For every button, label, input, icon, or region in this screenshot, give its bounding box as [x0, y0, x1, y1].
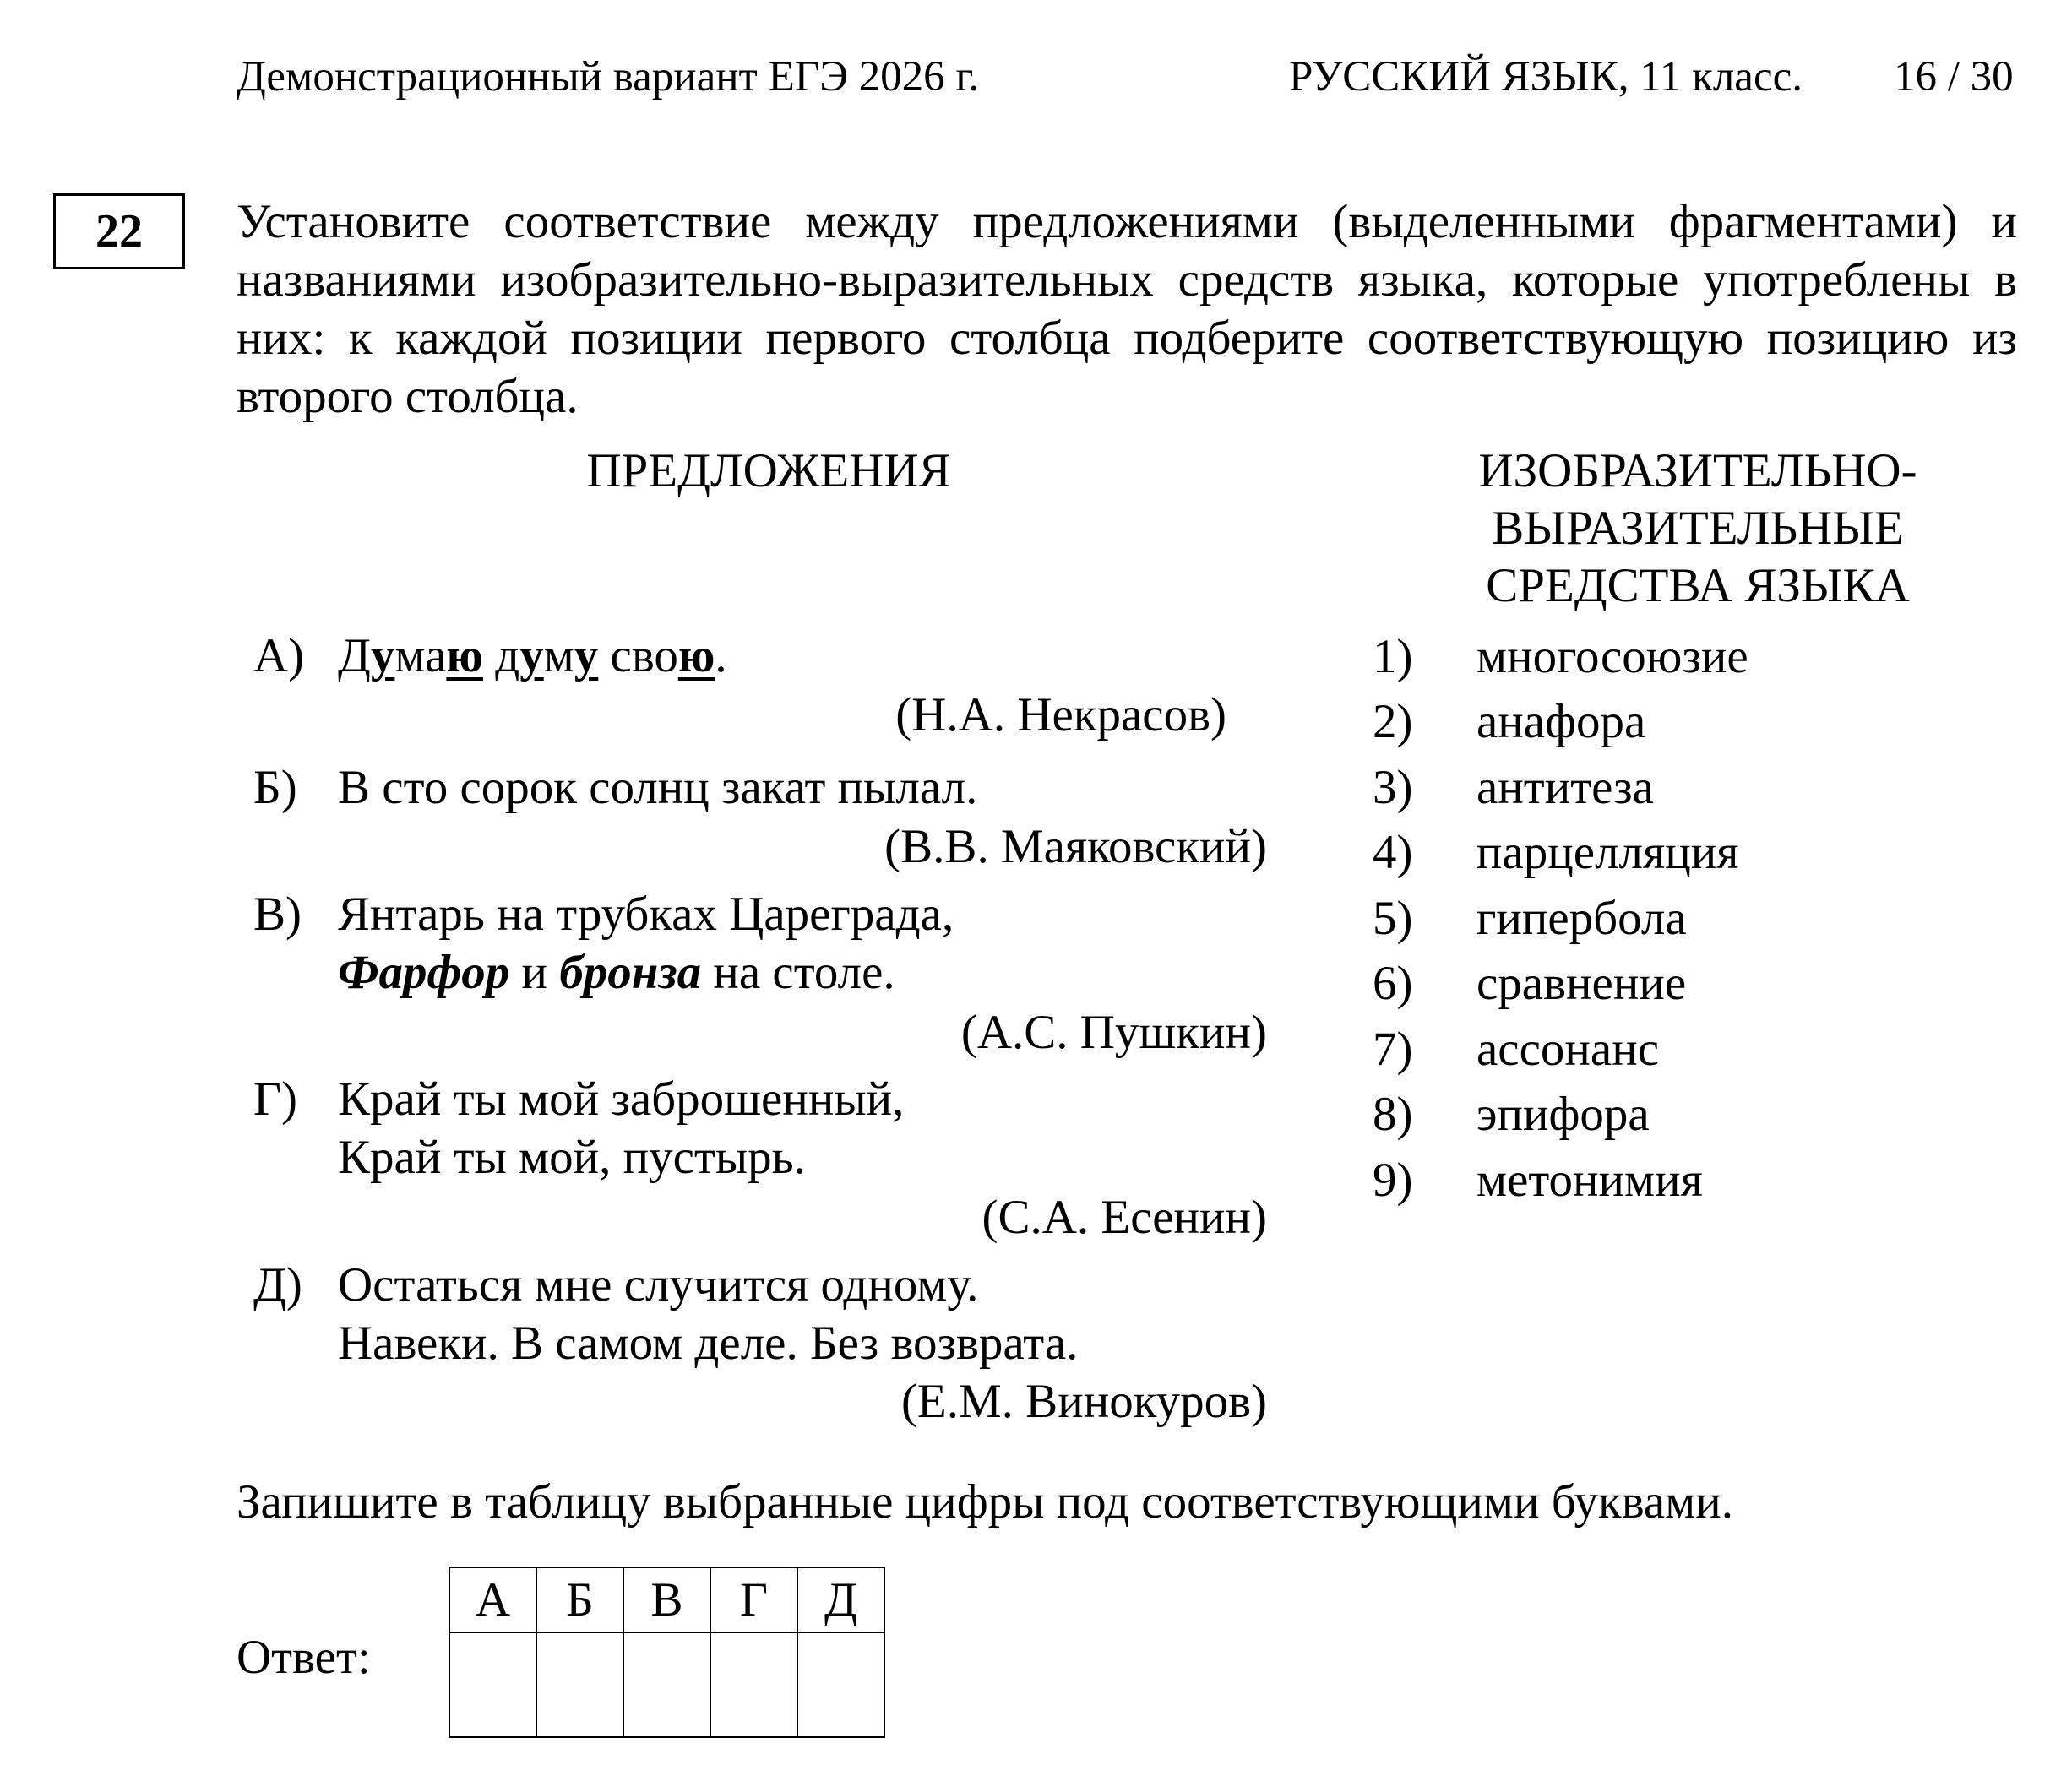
- highlighted-sound: ю: [677, 629, 715, 682]
- highlighted-sound: у: [574, 629, 599, 682]
- task-number-box: [53, 193, 185, 269]
- header-exam-title: Демонстрационный вариант ЕГЭ 2026 г.: [237, 53, 980, 100]
- sentences-heading: ПРЕДЛОЖЕНИЯ: [586, 444, 951, 497]
- sentence-text: [338, 758, 1267, 817]
- answer-cell-d[interactable]: [797, 1632, 884, 1737]
- means-number: 3): [1373, 761, 1413, 814]
- means-number: 2): [1373, 695, 1413, 748]
- means-number: 7): [1373, 1023, 1413, 1076]
- answer-instruction: Запишите в таблицу выбранные цифры под соответствующими буквами.: [237, 1475, 1734, 1529]
- answer-cell-v[interactable]: [623, 1632, 710, 1737]
- sentence-line: Думаю думу свою.: [338, 629, 727, 682]
- answer-table: [449, 1567, 885, 1738]
- means-name: парцелляция: [1476, 826, 1739, 879]
- sentence-author: (Е.М. Винокуров): [900, 1375, 1267, 1428]
- answer-cell-a[interactable]: [449, 1632, 536, 1737]
- means-name: эпифора: [1476, 1088, 1650, 1141]
- sentence-line: В сто сорок солнц закат пылал.: [338, 761, 978, 814]
- sentence-text: [338, 1070, 1267, 1187]
- sentence-author: (В.В. Маяковский): [884, 820, 1267, 873]
- means-number: 5): [1373, 892, 1413, 945]
- means-name: гипербола: [1476, 892, 1687, 945]
- sentence-line: Край ты мой, пустырь.: [338, 1131, 806, 1184]
- sentence-text: [338, 627, 1267, 685]
- sentence-letter: В): [253, 888, 302, 941]
- answer-cell-b[interactable]: [536, 1632, 623, 1737]
- means-name: многосоюзие: [1476, 630, 1748, 683]
- task-number: 22: [95, 205, 143, 258]
- task-instruction: Установите соответствие между предложениями (выделенными фрагментами) и названиями изобразительно-выразительных средств языка, которые употреблены в них: к каждой позиции первого столбца подберите соответствующую позицию из второго столбца.: [237, 195, 2017, 423]
- sentence-author: (С.А. Есенин): [982, 1191, 1267, 1244]
- sentence-text: [338, 885, 1267, 1002]
- sentence-text: [338, 1256, 1267, 1372]
- answer-column-letter: В: [623, 1567, 710, 1632]
- sentence-line: Фарфор и бронза на столе.: [338, 946, 895, 999]
- sentence-author: (А.С. Пушкин): [960, 1006, 1267, 1059]
- means-name: сравнение: [1476, 957, 1687, 1010]
- highlighted-sound: у: [370, 629, 395, 682]
- means-name: анафора: [1476, 695, 1646, 748]
- sentence-letter: Б): [253, 761, 297, 814]
- means-number: 1): [1373, 630, 1413, 683]
- answer-table-header: [449, 1567, 884, 1632]
- sentence-line: Навеки. В самом деле. Без возврата.: [338, 1317, 1079, 1370]
- means-number: 4): [1373, 826, 1413, 879]
- highlighted-word: бронза: [559, 946, 702, 999]
- answer-input-row: [449, 1632, 884, 1737]
- means-number: 9): [1373, 1154, 1413, 1207]
- sentence-line: Край ты мой заброшенный,: [338, 1072, 905, 1126]
- page-number: 16 / 30: [1894, 53, 2014, 100]
- means-number: 8): [1373, 1088, 1413, 1141]
- answer-column-letter: Б: [536, 1567, 623, 1632]
- means-name: антитеза: [1476, 761, 1654, 814]
- answer-column-letter: Д: [797, 1567, 884, 1632]
- answer-label: Ответ:: [237, 1631, 371, 1684]
- means-heading: ИЗОБРАЗИТЕЛЬНО-ВЫРАЗИТЕЛЬНЫЕ СРЕДСТВА ЯЗЫКА: [1478, 444, 1917, 612]
- sentence-author: (Н.А. Некрасов): [895, 688, 1226, 741]
- sentence-letter: Г): [253, 1072, 297, 1126]
- sentence-line: Янтарь на трубках Цареграда,: [338, 888, 954, 941]
- sentence-line: Остаться мне случится одному.: [338, 1258, 979, 1311]
- means-number: 6): [1373, 957, 1413, 1010]
- sentence-letter: А): [253, 629, 305, 682]
- sentence-letter: Д): [253, 1258, 302, 1311]
- highlighted-sound: у: [519, 629, 544, 682]
- means-name: ассонанс: [1476, 1023, 1660, 1076]
- answer-column-letter: Г: [710, 1567, 797, 1632]
- answer-column-letter: А: [449, 1567, 536, 1632]
- header-subject: РУССКИЙ ЯЗЫК, 11 класс.: [1289, 53, 1803, 100]
- highlighted-sound: ю: [446, 629, 483, 682]
- answer-cell-g[interactable]: [710, 1632, 797, 1737]
- means-name: метонимия: [1476, 1154, 1703, 1207]
- highlighted-word: Фарфор: [338, 946, 510, 999]
